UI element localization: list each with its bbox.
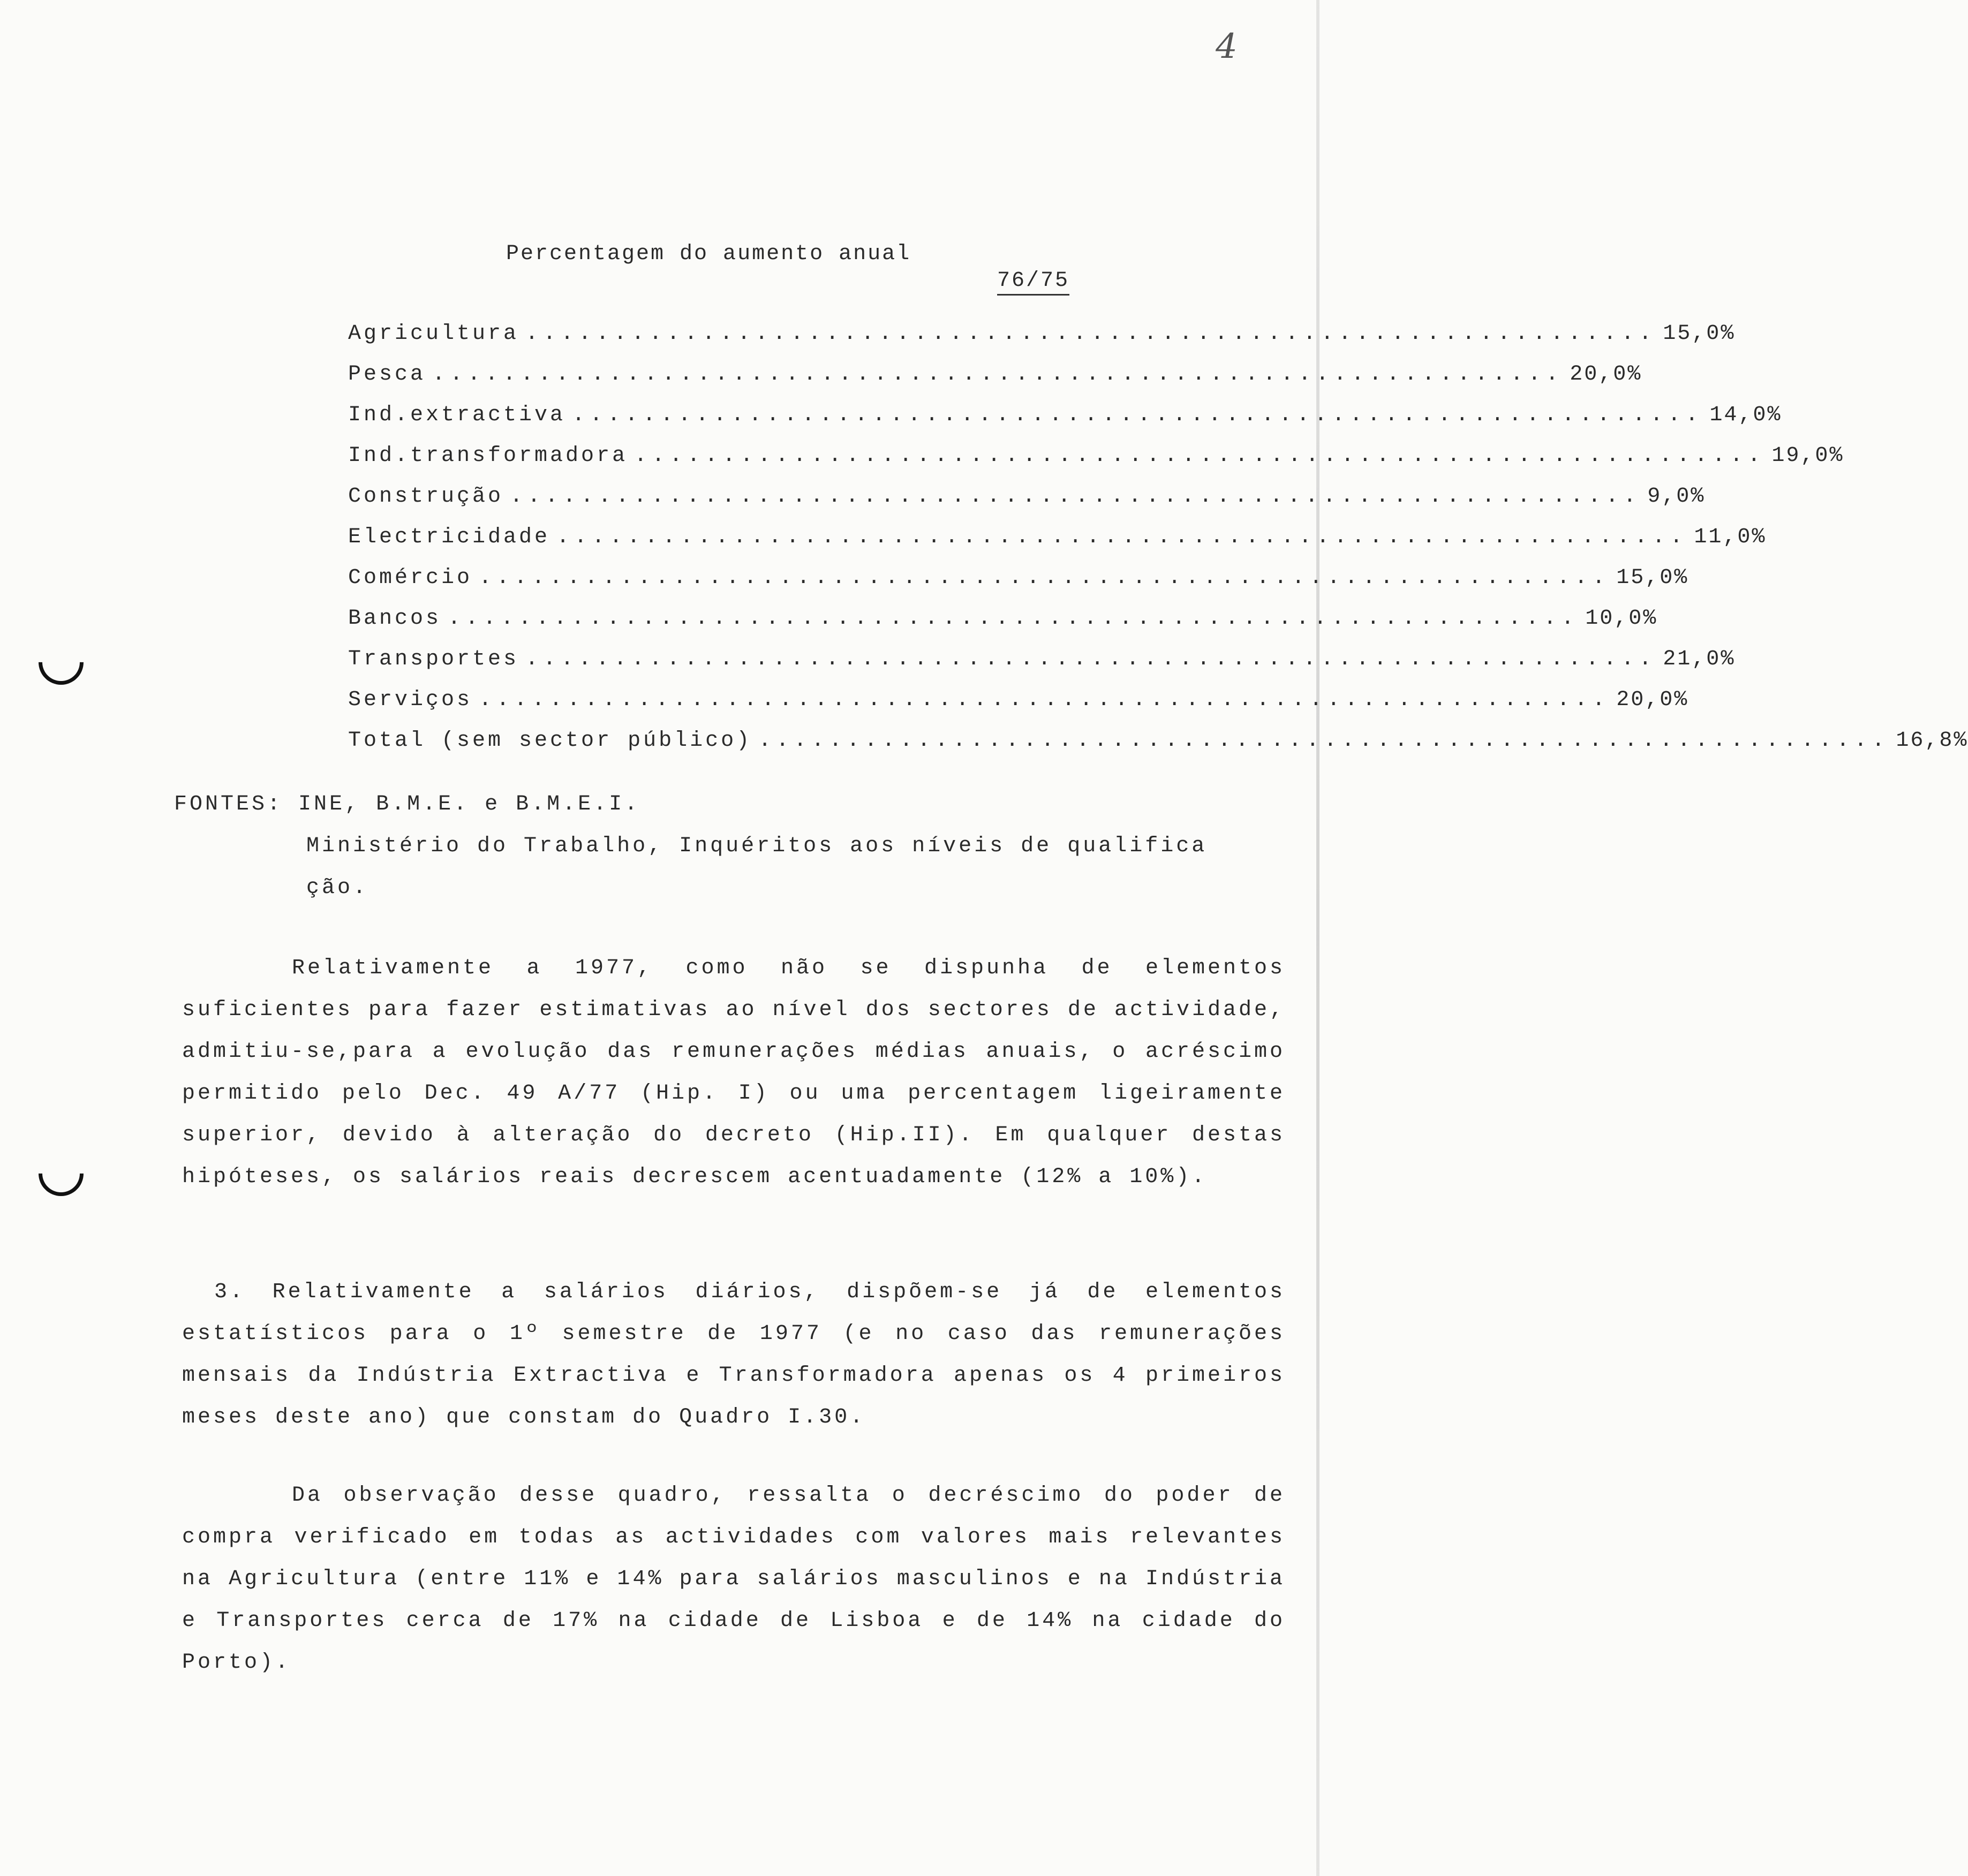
paragraph (182, 1272, 1285, 1439)
table-row (348, 305, 1736, 346)
table-row-total (348, 712, 1968, 753)
row-label: Transportes (348, 647, 519, 671)
table-row (348, 631, 1736, 671)
row-value: 9,0% (1647, 485, 1706, 509)
leader-dots: ................................................................ (479, 566, 1610, 590)
row-value: 15,0% (1663, 322, 1736, 346)
percentage-table (348, 305, 1968, 753)
row-value: 19,0% (1771, 444, 1844, 468)
table-row (348, 468, 1706, 509)
row-value: 16,8% (1896, 729, 1968, 753)
row-label: Bancos (348, 607, 442, 631)
table-row (348, 549, 1689, 590)
paragraph (182, 1475, 1285, 1684)
table-row (348, 427, 1844, 468)
row-label: Electricidade (348, 525, 551, 549)
punch-hole-mark (29, 1142, 93, 1206)
leader-dots: ................................................................ (479, 688, 1610, 712)
leader-dots: ................................................................ (572, 403, 1703, 427)
row-value: 21,0% (1663, 647, 1736, 671)
table-row (348, 671, 1689, 712)
table-row (348, 346, 1642, 387)
table-row (348, 590, 1658, 631)
paragraph-text: Da observação desse quadro, ressalta o decréscimo do poder de compra verificado em todas as actividades com valores mais relevantes na Agricultura (entre 11% e 14% para salários masculinos e na Indústria e Transportes cerca de 17% na cidade de Lisboa e de 14% na cidade do Porto). (182, 1484, 1285, 1675)
row-value: 11,0% (1694, 525, 1767, 549)
leader-dots: ................................................................ (525, 322, 1657, 346)
page-number-mark: 4 (1216, 27, 1238, 66)
scan-edge (1316, 0, 1319, 1876)
punch-hole-mark (29, 631, 93, 694)
row-label: Ind.extractiva (348, 403, 566, 427)
paragraph (182, 948, 1285, 1198)
row-label: Ind.transformadora (348, 444, 628, 468)
row-value: 20,0% (1616, 688, 1689, 712)
row-label: Comércio (348, 566, 473, 590)
row-label: Agricultura (348, 322, 519, 346)
leader-dots: ................................................................ (758, 729, 1890, 753)
row-label: Serviços (348, 688, 473, 712)
paragraph-text: Relativamente a 1977, como não se dispunha de elementos suficientes para fazer estimativas ao nível dos sectores de actividade, admitiu-se,para a evolução das remunerações médias anuais, o acréscimo permitido pelo Dec. 49 A/77 (Hip. I) ou uma percentagem ligeiramente superior, devido à alteração do decreto (Hip.II). Em qualquer destas hipóteses, os salários reais decrescem acentuadamente (12% a 10%). (182, 956, 1285, 1189)
row-label: Total (sem sector público) (348, 729, 752, 753)
leader-dots: ................................................................ (634, 444, 1766, 468)
table-title: Percentagem do aumento anual (506, 242, 911, 266)
row-label: Pesca (348, 362, 426, 387)
sources-line: ção. (306, 876, 369, 900)
sources-label: FONTES: (174, 792, 283, 816)
row-value: 10,0% (1585, 607, 1658, 631)
leader-dots: ................................................................ (510, 485, 1641, 509)
paragraph-text: 3. Relativamente a salários diários, dispõem-se já de elementos estatísticos para o 1º semestre de 1977 (e no caso das remunerações mensais da Indústria Extractiva e Transformadora apenas os 4 primeiros meses deste ano) que constam do Quadro I.30. (182, 1280, 1285, 1429)
sources-line: Ministério do Trabalho, Inquéritos aos níveis de qualifica (306, 834, 1208, 858)
row-value: 15,0% (1616, 566, 1689, 590)
leader-dots: ................................................................ (448, 607, 1579, 631)
column-header: 76/75 (997, 269, 1069, 296)
row-label: Construção (348, 485, 504, 509)
leader-dots: ................................................................ (525, 647, 1657, 671)
table-row (348, 509, 1767, 549)
leader-dots: ................................................................ (556, 525, 1688, 549)
sources-block (174, 792, 1207, 918)
table-row (348, 387, 1782, 427)
row-value: 14,0% (1709, 403, 1782, 427)
row-value: 20,0% (1570, 362, 1642, 387)
leader-dots: ................................................................ (432, 362, 1564, 387)
sources-line: INE, B.M.E. e B.M.E.I. (298, 792, 640, 816)
